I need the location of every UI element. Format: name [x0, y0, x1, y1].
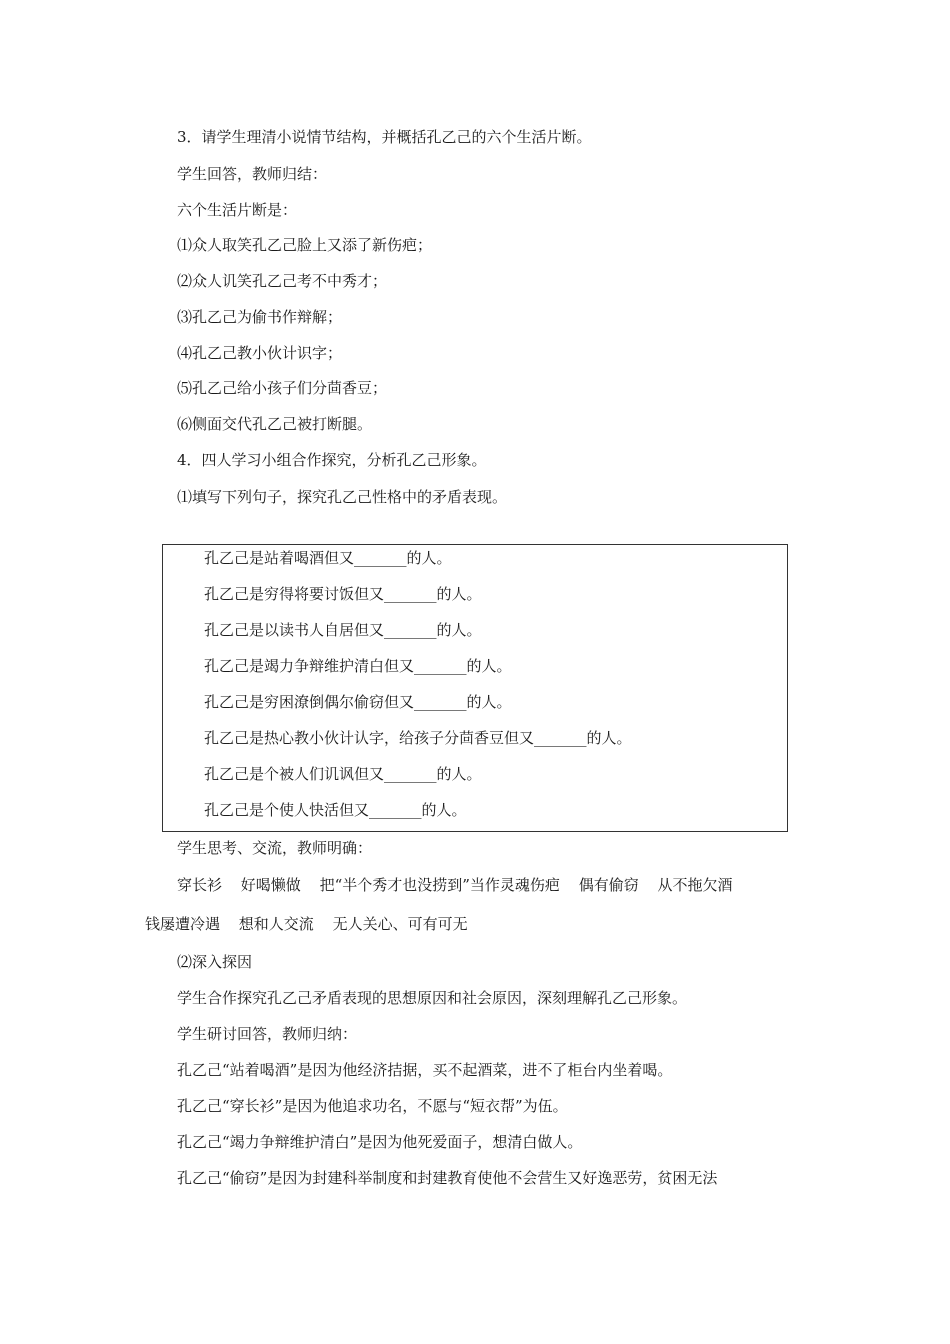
research-intro: 学生研讨回答，教师归纳： — [177, 1025, 358, 1043]
fill-in-line: 孔乙己是个使人快活但又_______的人。 — [204, 801, 467, 819]
list-item: ⑷孔乙己教小伙计识字； — [177, 344, 343, 362]
fill-in-line: 孔乙己是穷得将要讨饭但又_______的人。 — [204, 585, 482, 603]
sub2-heading: ⑵深入探因 — [177, 953, 253, 971]
answer-item: 好喝懒做 — [240, 876, 301, 894]
list-item: ⑴众人取笑孔乙己脸上又添了新伤疤； — [177, 236, 433, 254]
sub2-description: 学生合作探究孔乙己矛盾表现的思想原因和社会原因，深刻理解孔乙己形象。 — [177, 989, 688, 1007]
answer-item: 把“半个秀才也没捞到”当作灵魂伤疤 — [319, 876, 560, 894]
list-title: 六个生活片断是： — [177, 201, 298, 219]
answer-item: 想和人交流 — [238, 915, 314, 933]
fill-in-line: 孔乙己是个被人们讥讽但又_______的人。 — [204, 765, 482, 783]
answers-row-2 — [145, 914, 468, 934]
reason-line: 孔乙己“穿长衫”是因为他追求功名，不愿与“短衣帮”为伍。 — [177, 1097, 568, 1115]
answers-row-1 — [177, 875, 733, 895]
discuss-intro: 学生思考、交流，教师明确： — [177, 839, 373, 857]
reason-line: 孔乙己“竭力争辩维护清白”是因为他死爱面子，想清白做人。 — [177, 1133, 583, 1151]
list-item: ⑸孔乙己给小孩子们分茴香豆； — [177, 379, 388, 397]
fill-in-line: 孔乙己是热心教小伙计认字，给孩子分茴香豆但又_______的人。 — [204, 729, 632, 747]
fill-in-line: 孔乙己是竭力争辩维护清白但又_______的人。 — [204, 657, 512, 675]
section3-heading: 3．请学生理清小说情节结构，并概括孔乙己的六个生活片断。 — [177, 128, 592, 146]
reason-line: 孔乙己“偷窃”是因为封建科举制度和封建教育使他不会营生又好逸恶劳，贫困无法 — [177, 1169, 718, 1187]
fill-in-line: 孔乙己是站着喝酒但又_______的人。 — [204, 549, 452, 567]
list-item: ⑵众人讥笑孔乙己考不中秀才； — [177, 272, 388, 290]
section4-heading: 4．四人学习小组合作探究，分析孔乙己形象。 — [177, 451, 487, 469]
answer-item: 钱屡遭冷遇 — [145, 915, 221, 933]
fill-in-line: 孔乙己是以读书人自居但又_______的人。 — [204, 621, 482, 639]
sub1-heading: ⑴填写下列句子，探究孔乙己性格中的矛盾表现。 — [177, 488, 508, 506]
answer-item: 偶有偷窃 — [578, 876, 639, 894]
list-item: ⑹侧面交代孔乙己被打断腿。 — [177, 415, 373, 433]
fill-in-line: 孔乙己是穷困潦倒偶尔偷窃但又_______的人。 — [204, 693, 512, 711]
answer-item: 从不拖欠酒 — [657, 876, 733, 894]
reason-line: 孔乙己“站着喝酒”是因为他经济拮据，买不起酒菜，进不了柜台内坐着喝。 — [177, 1061, 673, 1079]
answer-item: 无人关心、可有可无 — [332, 915, 468, 933]
answer-intro: 学生回答，教师归结： — [177, 165, 328, 183]
answer-item: 穿长衫 — [177, 876, 223, 894]
list-item: ⑶孔乙己为偷书作辩解； — [177, 308, 343, 326]
